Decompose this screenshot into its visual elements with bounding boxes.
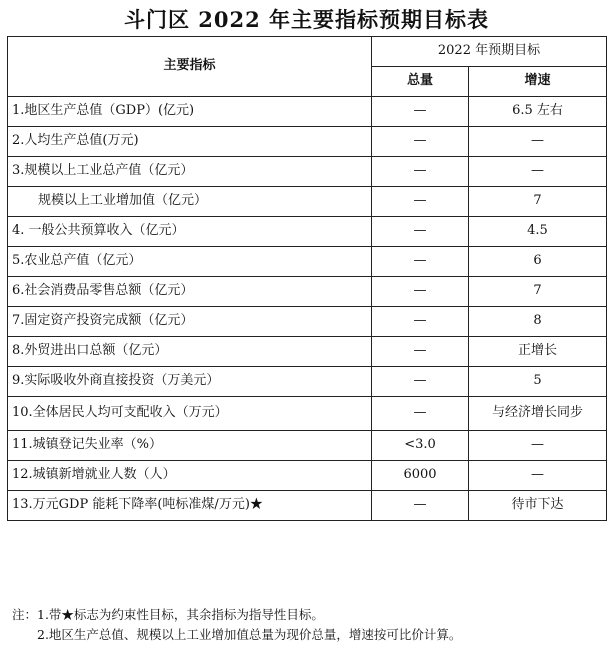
row-total: — [372,367,469,397]
row-total: — [372,397,469,431]
row-growth: 8 [469,307,607,337]
row-indicator-name: 11.城镇登记失业率（%） [8,431,372,461]
row-growth: 7 [469,277,607,307]
table-row [8,431,607,461]
table-row [8,247,607,277]
row-growth: 与经济增长同步 [469,397,607,431]
row-total: — [372,187,469,217]
row-growth: — [469,157,607,187]
table-row [8,217,607,247]
header-year-target: 2022 年预期目标 [372,37,607,67]
row-total: 6000 [372,461,469,491]
row-growth: 6.5 左右 [469,97,607,127]
targets-table [7,36,607,521]
row-indicator-name: 8.外贸进出口总额（亿元） [8,337,372,367]
row-growth: 5 [469,367,607,397]
row-indicator-name: 9.实际吸收外商直接投资（万美元） [8,367,372,397]
row-total: — [372,247,469,277]
row-growth: 待市下达 [469,491,607,521]
row-indicator-name: 规模以上工业增加值（亿元） [8,187,372,217]
row-indicator-name: 6.社会消费品零售总额（亿元） [8,277,372,307]
table-row [8,367,607,397]
table-row [8,277,607,307]
row-total: — [372,157,469,187]
header-total: 总量 [372,67,469,97]
row-indicator-name: 7.固定资产投资完成额（亿元） [8,307,372,337]
row-growth: 7 [469,187,607,217]
row-indicator-name: 1.地区生产总值（GDP）(亿元) [8,97,372,127]
table-row [8,157,607,187]
header-growth: 增速 [469,67,607,97]
row-indicator-name: 3.规模以上工业总产值（亿元） [8,157,372,187]
row-indicator-name: 5.农业总产值（亿元） [8,247,372,277]
table-row [8,397,607,431]
row-total: — [372,337,469,367]
row-indicator-name: 10.全体居民人均可支配收入（万元） [8,397,372,431]
row-growth: — [469,431,607,461]
row-total: <3.0 [372,431,469,461]
row-growth: 正增长 [469,337,607,367]
table-row [8,97,607,127]
row-total: — [372,127,469,157]
row-growth: — [469,461,607,491]
row-growth: 6 [469,247,607,277]
row-growth: 4.5 [469,217,607,247]
row-total: — [372,277,469,307]
table-row [8,127,607,157]
row-total: — [372,307,469,337]
table-row [8,307,607,337]
row-total: — [372,217,469,247]
footnotes [12,605,608,645]
header-indicator: 主要指标 [8,37,372,97]
table-row [8,491,607,521]
footnote-2: 2.地区生产总值、规模以上工业增加值总量为现价总量，增速按可比价计算。 [37,627,462,642]
row-indicator-name: 4. 一般公共预算收入（亿元） [8,217,372,247]
row-total: — [372,491,469,521]
row-indicator-name: 13.万元GDP 能耗下降率(吨标准煤/万元)★ [8,491,372,521]
table-row [8,337,607,367]
row-total: — [372,97,469,127]
row-growth: — [469,127,607,157]
page-title: 斗门区 2022 年主要指标预期目标表 [123,7,490,32]
row-indicator-name: 2.人均生产总值(万元) [8,127,372,157]
table-row [8,461,607,491]
row-indicator-name: 12.城镇新增就业人数（人） [8,461,372,491]
table-row [8,187,607,217]
header-row [8,37,607,67]
footnote-1: 注：1.带★标志为约束性目标，其余指标为指导性目标。 [12,607,324,622]
